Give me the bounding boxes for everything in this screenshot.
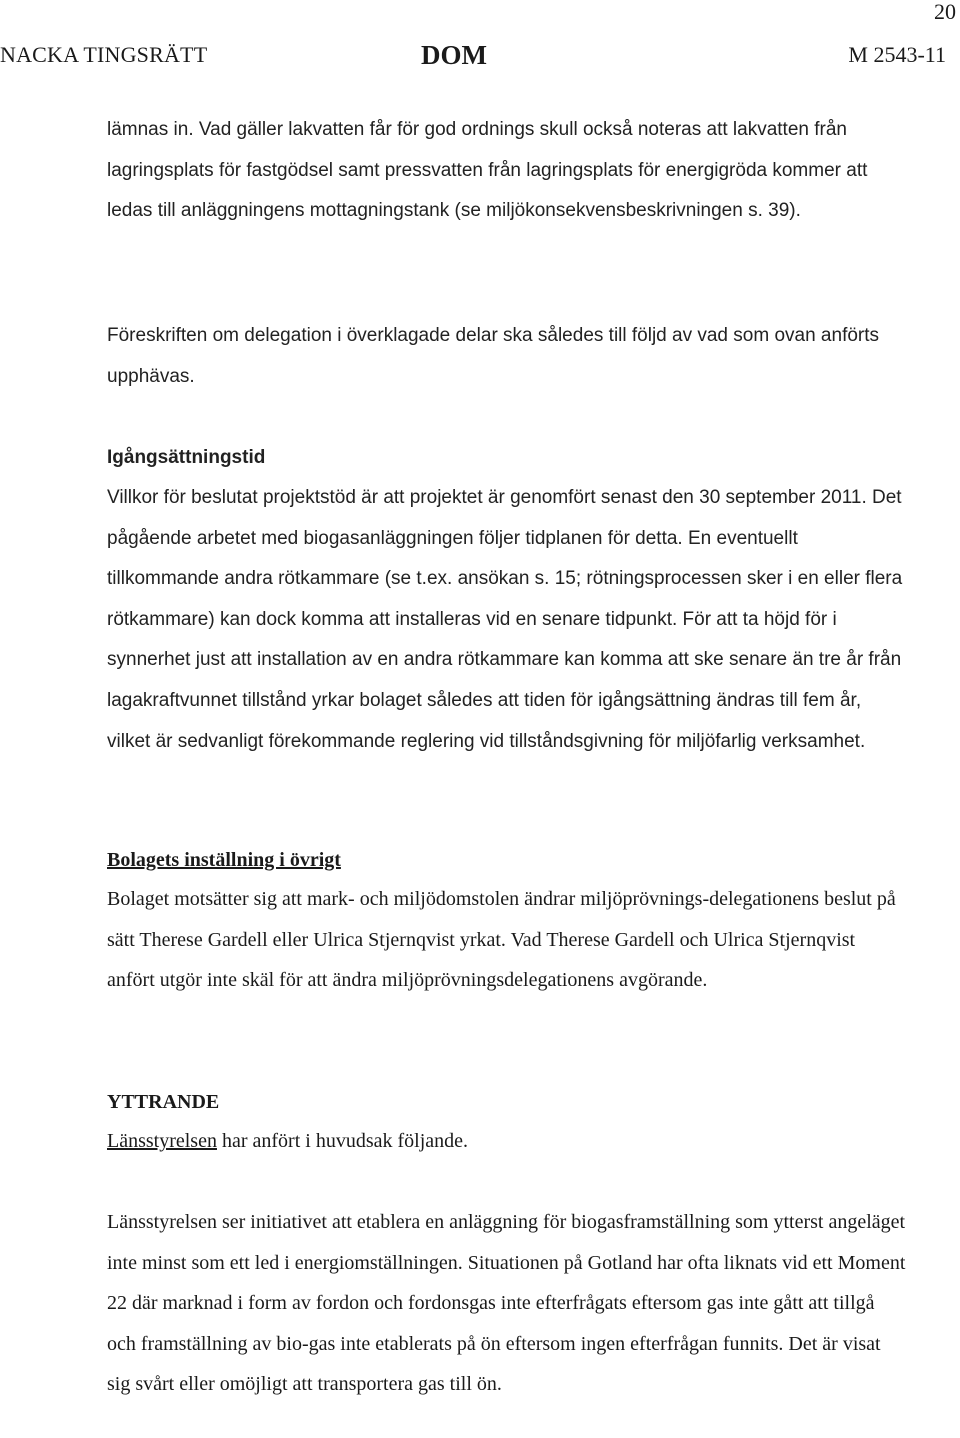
paragraph-lansstyrelsen-intro bbox=[107, 1121, 907, 1162]
heading-bolagets-installning: Bolagets inställning i övrigt bbox=[107, 849, 341, 871]
court-name: NACKA TINGSRÄTT bbox=[0, 42, 208, 67]
heading-yttrande: YTTRANDE bbox=[107, 1091, 220, 1113]
paragraph-lakvatten: lämnas in. Vad gäller lakvatten får för god ordnings skull också noteras att lakvatten från lagringsplats för fastgödsel samt pressvatten från lagringsplats för energigröda kommer att ledas till anläggningens mottagningstank (se miljökonsekvensbeskrivningen s. 39). bbox=[107, 119, 868, 222]
document-header bbox=[0, 40, 960, 74]
heading-igangsattningstid: Igångsättningstid bbox=[107, 447, 266, 468]
page-number: 20 bbox=[934, 0, 956, 24]
paragraph-igangsattningstid: Villkor för beslutat projektstöd är att projektet är genomfört senast den 30 september 2011. Det pågående arbetet med biogasanläggningen följer tidplanen för detta. En eventuellt tillkommande andra rötkammare (se t.ex. ansökan s. 15; rötningsprocessen sker i en eller flera rötkammare) kan dock komma att installeras vid en senare tidpunkt. För att ta höjd för i synnerhet just att installation av en andra rötkammare kan komma att ske senare än tre år från lagakraftvunnet tillstånd yrkar bolaget således att tiden för igångsättning ändras till fem år, vilket är sedvanligt förekommande reglering vid tillståndsgivning för miljöfarlig verksamhet. bbox=[107, 487, 903, 752]
case-number: M 2543-11 bbox=[848, 42, 946, 67]
paragraph-delegation: Föreskriften om delegation i överklagade delar ska således till följd av vad som ovan anförts upphävas. bbox=[107, 325, 880, 387]
paragraph-bolagets-installning: Bolaget motsätter sig att mark- och miljödomstolen ändrar miljöprövnings-delegationens beslut på sätt Therese Gardell eller Ulrica Stjernqvist yrkat. Vad Therese Gardell och Ulrica Stjernqvist anfört utgör inte skäl för att ändra miljöprövningsdelegationens avgörande. bbox=[107, 888, 896, 992]
lansstyrelsen-intro-text: har anfört i huvudsak följande. bbox=[216, 1130, 469, 1152]
paragraph-lansstyrelsen-yttrande: Länsstyrelsen ser initiativet att etablera en anläggning för biogasframställning som ytterst angeläget inte minst som ett led i energiomställningen. Situationen på Gotland har ofta liknats vid ett Moment 22 där marknad i form av fordon och fordonsgas inte efterfrågats eftersom gas inte gått att tillgå och framställning av bio-gas inte etablerats på ön eftersom ingen efterfrågan funnits. Det är visat sig svårt eller omöjligt att transportera gas till ön. bbox=[107, 1211, 906, 1396]
document-type: DOM bbox=[421, 40, 487, 70]
lansstyrelsen-name: Länsstyrelsen bbox=[107, 1130, 217, 1152]
